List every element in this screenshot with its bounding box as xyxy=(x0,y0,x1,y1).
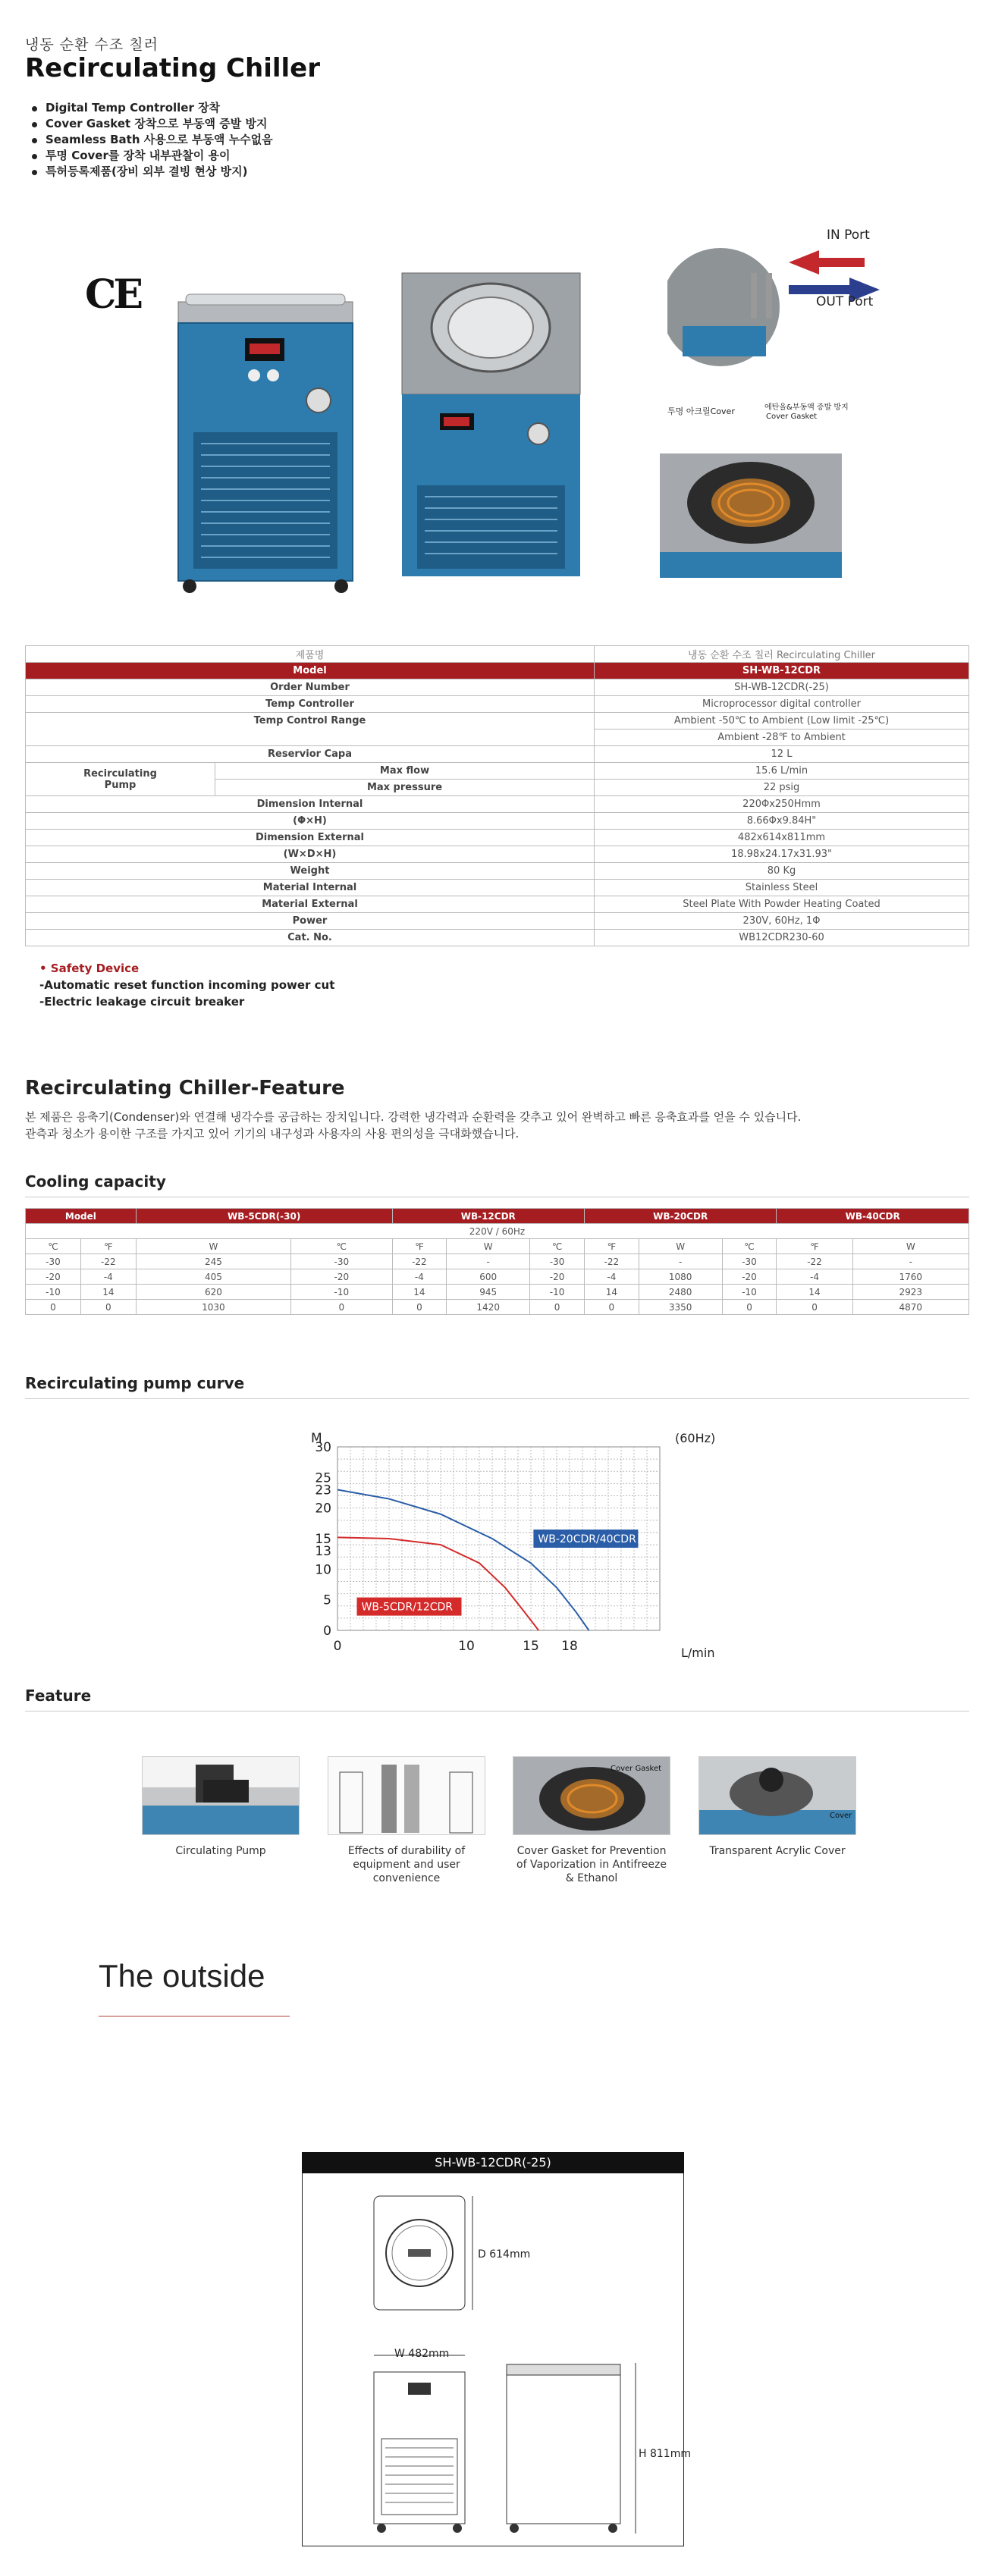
series-label: WB-5CDR/12CDR xyxy=(361,1601,454,1614)
range-value-2: Ambient -28℉ to Ambient xyxy=(595,730,969,746)
safety-line: -Automatic reset function incoming power cut xyxy=(39,978,335,992)
cooling-cell: 2923 xyxy=(852,1285,968,1300)
cooling-cell: -30 xyxy=(26,1254,81,1269)
cover-tag: Cover xyxy=(830,1812,852,1820)
cooling-cell: 2480 xyxy=(639,1285,722,1300)
cooling-model: WB-5CDR(-30) xyxy=(136,1209,392,1224)
cooling-cell: 1760 xyxy=(852,1269,968,1285)
dim-int-value-2: 8.66Φx9.84H" xyxy=(595,813,969,830)
table-row xyxy=(26,1300,969,1315)
weight-value: 80 Kg xyxy=(595,863,969,880)
dim-int-label-2: (Φ×H) xyxy=(26,813,595,830)
y-tick-label: 30 xyxy=(315,1440,331,1455)
table-row xyxy=(26,1269,969,1285)
cover-label: 투명 아크릴Cover xyxy=(667,406,735,416)
maxflow-label: Max flow xyxy=(215,763,595,780)
cooling-cell: 405 xyxy=(136,1269,290,1285)
cooling-cell: 1420 xyxy=(447,1300,530,1315)
pump-curve-chart xyxy=(303,1426,728,1668)
model-value: SH-WB-12CDR xyxy=(595,663,969,679)
cover-gasket-tag: Cover Gasket xyxy=(611,1765,662,1773)
table-row xyxy=(26,1254,969,1269)
spec-head-right: 냉동 순환 수조 칠러 Recirculating Chiller xyxy=(595,646,969,663)
spec-head-left: 제품명 xyxy=(26,646,595,663)
mat-int-value: Stainless Steel xyxy=(595,880,969,896)
safety-line: -Electric leakage circuit breaker xyxy=(39,995,245,1009)
cooling-cell: -30 xyxy=(722,1254,777,1269)
cooling-cell: 14 xyxy=(392,1285,447,1300)
product-image-front xyxy=(171,281,368,599)
cooling-unit: W xyxy=(136,1239,290,1254)
y-tick-label: 0 xyxy=(323,1624,331,1639)
cooling-cell: 0 xyxy=(26,1300,81,1315)
cooling-cell: -22 xyxy=(392,1254,447,1269)
cooling-cell: -10 xyxy=(291,1285,392,1300)
cooling-model: WB-12CDR xyxy=(392,1209,584,1224)
y-tick-label: 13 xyxy=(315,1544,331,1560)
cooling-cell: 0 xyxy=(291,1300,392,1315)
cooling-cell: 14 xyxy=(584,1285,639,1300)
dim-int-value-1: 220Φx250Hmm xyxy=(595,796,969,813)
cooling-unit: ℉ xyxy=(80,1239,136,1254)
cooling-cell: 14 xyxy=(80,1285,136,1300)
cooling-cell: 620 xyxy=(136,1285,290,1300)
ce-mark: CE xyxy=(85,271,141,318)
cooling-cell: 0 xyxy=(392,1300,447,1315)
cooling-model: WB-20CDR xyxy=(584,1209,776,1224)
feature-card xyxy=(328,1756,485,1885)
controller-value: Microprocessor digital controller xyxy=(595,696,969,713)
cooling-cell: 1080 xyxy=(639,1269,722,1285)
cat-label: Cat. No. xyxy=(26,930,595,946)
mat-int-label: Material Internal xyxy=(26,880,595,896)
cooling-cell: - xyxy=(852,1254,968,1269)
safety-title: • Safety Device xyxy=(39,962,140,975)
product-image-ports xyxy=(667,243,880,379)
bullet-item: Seamless Bath 사용으로 부동액 누수없음 xyxy=(30,132,273,148)
power-value: 230V, 60Hz, 1Φ xyxy=(595,913,969,930)
cooling-unit: ℉ xyxy=(392,1239,447,1254)
gasket-icon xyxy=(513,1756,670,1835)
mat-ext-value: Steel Plate With Powder Heating Coated xyxy=(595,896,969,913)
bullet-item: 투명 Cover를 장착 내부관찰이 용이 xyxy=(30,148,273,164)
cooling-cell: -20 xyxy=(722,1269,777,1285)
dim-ext-label-1: Dimension External xyxy=(26,830,595,846)
order-value: SH-WB-12CDR(-25) xyxy=(595,679,969,696)
feature-description xyxy=(25,1109,965,1142)
range-value-1: Ambient -50℃ to Ambient (Low limit -25℃) xyxy=(595,713,969,730)
cooling-unit: ℉ xyxy=(777,1239,852,1254)
bullet-item: 특허등록제품(장비 외부 결빙 현상 방지) xyxy=(30,164,273,180)
cooling-title: Cooling capacity xyxy=(25,1172,166,1191)
cooling-cell: -20 xyxy=(530,1269,585,1285)
durability-icon xyxy=(328,1756,485,1835)
feature-desc-line: 본 제품은 응축기(Condenser)와 연결해 냉각수를 공급하는 장치입니다. 강력한 냉각력과 순환력을 갖추고 있어 완벽하고 빠른 응축효과를 얻을 수 있습니다. xyxy=(25,1110,802,1124)
gasket-label: Cover Gasket xyxy=(766,413,818,421)
feature-title: Recirculating Chiller-Feature xyxy=(25,1077,345,1100)
depth-label: D 614mm xyxy=(478,2248,531,2261)
y-axis-label: M xyxy=(311,1431,322,1446)
y-tick-label: 5 xyxy=(323,1592,331,1608)
x-tick-label: 18 xyxy=(561,1639,578,1654)
series-label: WB-20CDR/40CDR xyxy=(538,1533,636,1546)
x-tick-label: 0 xyxy=(333,1639,342,1654)
feature-card xyxy=(142,1756,300,1858)
dim-ext-value-1: 482x614x811mm xyxy=(595,830,969,846)
divider xyxy=(25,1398,969,1399)
cooling-cell: 600 xyxy=(447,1269,530,1285)
feature-card xyxy=(698,1756,856,1858)
cooling-cell: -22 xyxy=(777,1254,852,1269)
cooling-unit: W xyxy=(852,1239,968,1254)
chart-title: (60Hz) xyxy=(675,1431,716,1445)
dimension-lines xyxy=(302,2173,684,2545)
cooling-cell: -22 xyxy=(584,1254,639,1269)
cooling-unit: W xyxy=(639,1239,722,1254)
safety-device xyxy=(39,960,334,1010)
divider xyxy=(25,1711,969,1712)
cooling-cell: 0 xyxy=(777,1300,852,1315)
cooling-model: WB-40CDR xyxy=(777,1209,969,1224)
cooling-cell: 4870 xyxy=(852,1300,968,1315)
order-label: Order Number xyxy=(26,679,595,696)
pump-icon xyxy=(142,1756,300,1835)
range-label: Temp Control Range xyxy=(26,713,595,746)
y-tick-label: 10 xyxy=(315,1562,331,1578)
out-port-label: OUT Port xyxy=(816,294,874,309)
maxpress-value: 22 psig xyxy=(595,780,969,796)
cooling-cell: -4 xyxy=(392,1269,447,1285)
cooling-cell: -4 xyxy=(80,1269,136,1285)
cat-value: WB12CDR230-60 xyxy=(595,930,969,946)
bullet-item: Digital Temp Controller 장착 xyxy=(30,100,273,116)
feature-caption: Transparent Acrylic Cover xyxy=(709,1845,846,1857)
features-title: Feature xyxy=(25,1686,92,1705)
x-tick-label: 10 xyxy=(458,1639,475,1654)
controller-label: Temp Controller xyxy=(26,696,595,713)
cooling-cell: -30 xyxy=(291,1254,392,1269)
x-ticks xyxy=(334,1639,578,1654)
y-tick-label: 25 xyxy=(315,1470,331,1486)
maxflow-value: 15.6 L/min xyxy=(595,763,969,780)
x-axis-label: L/min xyxy=(681,1646,715,1660)
cooling-cell: 0 xyxy=(530,1300,585,1315)
cooling-cell: 0 xyxy=(80,1300,136,1315)
feature-caption: Circulating Pump xyxy=(175,1845,266,1857)
dimension-model: SH-WB-12CDR(-25) xyxy=(302,2152,684,2173)
power-label: Power xyxy=(26,913,595,930)
cooling-cell: -20 xyxy=(26,1269,81,1285)
y-tick-label: 23 xyxy=(315,1483,331,1498)
feature-caption: Cover Gasket for Prevention of Vaporization in Antifreeze & Ethanol xyxy=(516,1845,667,1884)
cooling-cell: -20 xyxy=(291,1269,392,1285)
cooling-model-label: Model xyxy=(26,1209,137,1224)
width-label: W 482mm xyxy=(394,2348,450,2360)
y-ticks xyxy=(315,1440,331,1639)
page-title: Recirculating Chiller xyxy=(25,53,321,83)
cooling-cell: 3350 xyxy=(639,1300,722,1315)
gasket-label-kor: 에탄올&부동액 증발 방지 xyxy=(764,403,849,412)
dim-ext-value-2: 18.98x24.17x31.93" xyxy=(595,846,969,863)
cooling-cell: 945 xyxy=(447,1285,530,1300)
cooling-cell: - xyxy=(639,1254,722,1269)
cooling-unit: ℉ xyxy=(584,1239,639,1254)
cooling-cell: -10 xyxy=(26,1285,81,1300)
cooling-cell: 245 xyxy=(136,1254,290,1269)
maxpress-label: Max pressure xyxy=(215,780,595,796)
pump-label: Recirculating Pump xyxy=(26,763,215,796)
dim-int-label-1: Dimension Internal xyxy=(26,796,595,813)
outside-underline xyxy=(99,2016,290,2017)
table-row xyxy=(26,1285,969,1300)
cooling-cell: -4 xyxy=(777,1269,852,1285)
cooling-cell: -10 xyxy=(722,1285,777,1300)
reservoir-label: Reservior Capa xyxy=(26,746,595,763)
cooling-cell: - xyxy=(447,1254,530,1269)
cooling-cell: -30 xyxy=(530,1254,585,1269)
mat-ext-label: Material External xyxy=(26,896,595,913)
cooling-unit: ℃ xyxy=(530,1239,585,1254)
cooling-unit: ℃ xyxy=(26,1239,81,1254)
bullet-item: Cover Gasket 장착으로 부동액 증발 방지 xyxy=(30,116,273,132)
dim-ext-label-2: (W×D×H) xyxy=(26,846,595,863)
model-label: Model xyxy=(26,663,595,679)
in-port-label: IN Port xyxy=(827,227,870,243)
cooling-cell: 14 xyxy=(777,1285,852,1300)
cooling-table xyxy=(25,1208,969,1315)
spec-table xyxy=(25,645,969,946)
cover-icon xyxy=(698,1756,856,1835)
weight-label: Weight xyxy=(26,863,595,880)
feature-desc-line: 관측과 청소가 용이한 구조를 가지고 있어 기기의 내구성과 사용자의 사용 편의성을 극대화했습니다. xyxy=(25,1127,520,1141)
y-tick-label: 15 xyxy=(315,1532,331,1547)
outside-title: The outside xyxy=(99,1958,265,1994)
y-tick-label: 20 xyxy=(315,1501,331,1517)
reservoir-value: 12 L xyxy=(595,746,969,763)
feature-card xyxy=(513,1756,670,1885)
cooling-unit: ℃ xyxy=(291,1239,392,1254)
cooling-cell: -10 xyxy=(530,1285,585,1300)
cooling-unit: ℃ xyxy=(722,1239,777,1254)
cooling-cell: 0 xyxy=(584,1300,639,1315)
cooling-unit: W xyxy=(447,1239,530,1254)
feature-bullets xyxy=(30,100,273,180)
korean-title: 냉동 순환 수조 칠러 xyxy=(25,36,159,53)
x-tick-label: 15 xyxy=(523,1639,539,1654)
cooling-cell: -4 xyxy=(584,1269,639,1285)
cooling-cell: 1030 xyxy=(136,1300,290,1315)
feature-caption: Effects of durability of equipment and user convenience xyxy=(347,1845,466,1884)
product-image-gasket xyxy=(660,431,842,582)
product-image-top xyxy=(394,258,592,591)
cooling-cell: 0 xyxy=(722,1300,777,1315)
height-label: H 811mm xyxy=(639,2448,691,2460)
cooling-power: 220V / 60Hz xyxy=(26,1224,969,1239)
pump-title: Recirculating pump curve xyxy=(25,1374,245,1392)
cooling-cell: -22 xyxy=(80,1254,136,1269)
